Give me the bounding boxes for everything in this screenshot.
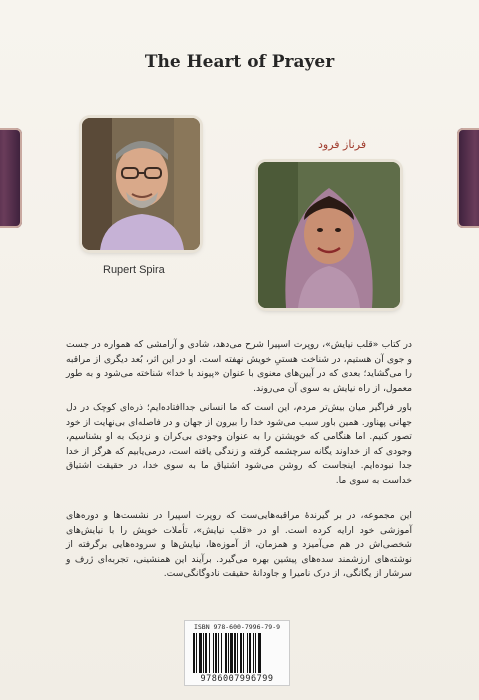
author-name-english: Rupert Spira [103,264,165,276]
author-photo-rupert-spira [82,118,200,250]
isbn-label: ISBN 978-600-7996-79-9 [193,623,281,631]
decorative-side-tab-right [457,128,479,228]
book-title: The Heart of Prayer [144,52,335,72]
description-paragraph-2: باور فراگیر میان بیش‌تر مردم، این است که ما انسانی جداافتاده‌ایم؛ ذره‌ای کوچک در دل جهانی پهناور. همین باور سبب می‌شود خدا را بیرون از جهان و در فاصله‌ای بی‌نهایت از خود تصور کنیم. اما هنگامی که خویشتن را به عنوان وجودی بی‌کران و نزدیک به او بشناسیم، وجودی که از خداوند یگانه سرچشمه گرفته و زندگی یافته است، درمی‌یابیم که هرگز از خدا جدا نبوده‌ایم. اینجاست که روشن می‌شود اشتیاق ما به سوی خدا، در حقیقت اشتیاق خداست به سوی ما. [66,402,412,486]
translator-photo [258,162,400,308]
barcode-number: 9786007996799 [200,674,274,684]
barcode-bars [193,633,281,673]
description-paragraph-1: در کتاب «قلب نیایش»، روپرت اسپیرا شرح می‌دهد، شادی و آرامشی که همواره در جست و جوی آن هستیم، در شناخت هستیِ خویش نهفته است. او در این اثر، بُعد دیگری از مراقبه را می‌گشاید؛ بعدی که در آیین‌های معنوی با عنوان «پیوند با خدا» شناخته می‌شود و به طور معمول، از راه نیایش به سوی آن می‌روند. [66,339,412,394]
translator-name-persian: فرناز فرود [318,138,367,151]
isbn-barcode [184,620,290,686]
description-paragraph-3: این مجموعه، در بر گیرندهٔ مراقبه‌هایی‌ست که روپرت اسپیرا در نشست‌ها و دوره‌های آموزشی خود ارایه کرده است. او در «قلب نیایش»، تأملات خویش را با نیایش‌های شخصی‌اش در هم می‌آمیزد و همزمان، از آموزه‌ها، نیایش‌ها و سروده‌هایی برگرفته از نوشته‌های ارزشمند سده‌های پیشین بهره می‌گیرد. برآیند این همنشینی، تجربه‌ای ژرف و سرشار از یگانگی، از درک نامیرا و جاودانهٔ حقیقت نادوگانگی‌ست. [66,510,412,580]
decorative-side-tab-left [0,128,22,228]
